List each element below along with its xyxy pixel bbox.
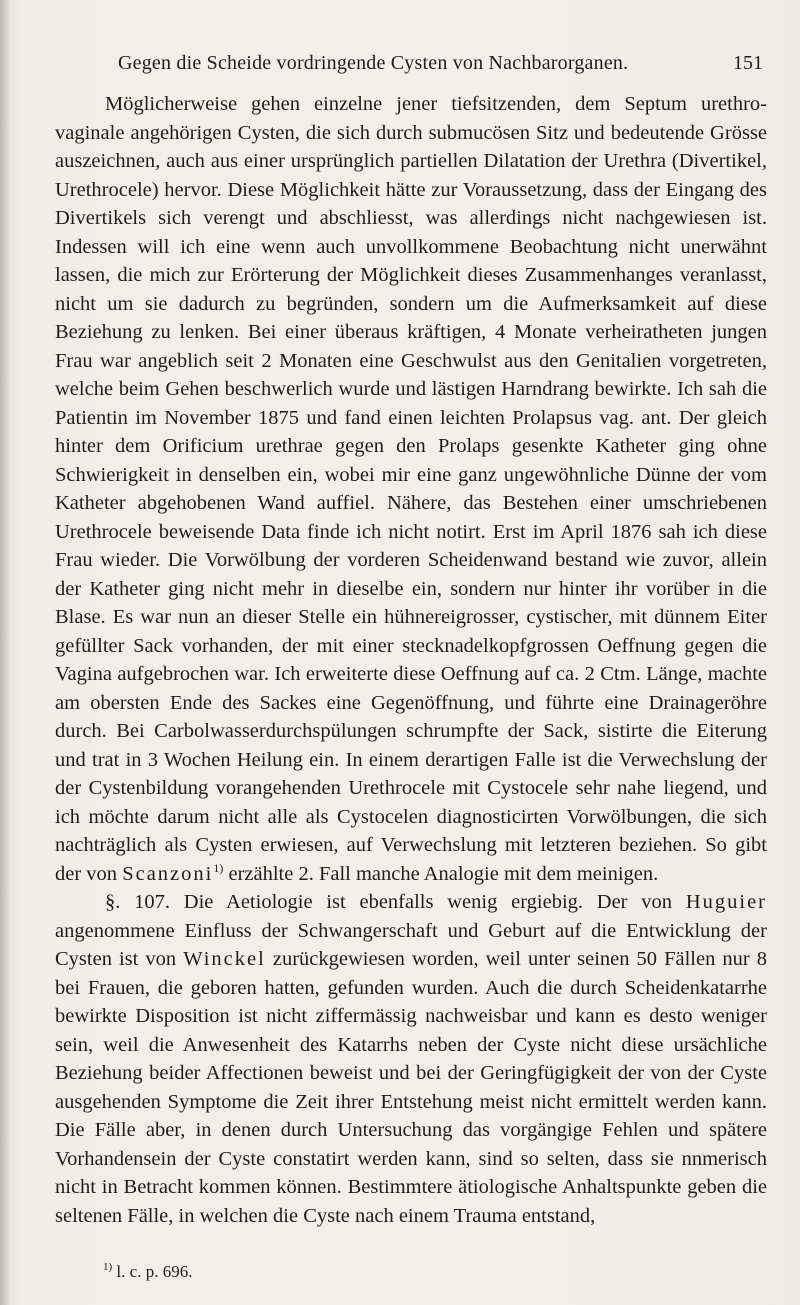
paragraph-1 — [55, 90, 767, 888]
paragraph-1-text-end: erzählte 2. Fall manche Analogie mit dem meinigen. — [223, 862, 659, 885]
footnote-reference: 1) — [213, 860, 224, 875]
running-head — [58, 52, 763, 78]
paragraph-2-text-middle: angenommene Einfluss der Schwangerschaft und Geburt auf die Entwicklung der Cysten ist von — [55, 919, 767, 970]
paragraph-2-text: §. 107. Die Aetiologie ist ebenfalls wenig ergiebig. Der von — [105, 891, 686, 913]
page-number: 151 — [733, 52, 763, 74]
footnote-text: l. c. p. 696. — [112, 1262, 193, 1281]
footnote — [103, 1262, 192, 1282]
author-name-huguier: Huguier — [685, 891, 767, 913]
running-head-title: Gegen die Scheide vordringende Cysten von Nachbarorganen. — [118, 52, 629, 74]
author-name-scanzoni: Scanzoni — [122, 862, 214, 885]
body-text — [55, 90, 767, 1230]
paragraph-2-text-end: zurückgewiesen worden, weil unter seinen 50 Fällen nur 8 bei Frauen, die geboren hatten, gefunden wurden. Auch die durch Scheidenkatarrhe bewirkte Disposition ist nicht ziffermässig nachweisbar und kann es desto weniger sein, weil die Anwesenheit des Katarrhs neben der Cyste nicht diese ursächliche Beziehung beider Affectionen beweist und bei der Geringfügigkeit der von der Cyste ausgehenden Symptome die Zeit ihrer Entstehung meist nicht ermittelt werden kann. Die Fälle aber, in denen durch Untersuchung das vorgängige Fehlen und spätere Vorhandensein der Cyste constatirt werden kann, sind so selten, dass sie nnmerisch nicht in Betracht kommen können. Bestimmtere ätiologische Anhaltspunkte geben die seltenen Fälle, in welchen die Cyste nach einem Trauma entstand, — [55, 948, 767, 1227]
footnote-marker: 1) — [103, 1261, 113, 1273]
paragraph-1-text: Möglicherweise gehen einzelne jener tiefsitzenden, dem Septum urethro-vaginale angehörigen Cysten, die sich durch submucösen Sitz und bedeutende Grösse auszeichnen, auch aus einer ursprünglich partiellen Dilatation der Urethra (Divertikel, Urethrocele) hervor. Diese Möglichkeit hätte zur Voraussetzung, dass der Eingang des Divertikels sich verengt und abschliesst, was allerdings nicht nachgewiesen ist. Indessen will ich eine wenn auch unvollkommene Beobachtung nicht unerwähnt lassen, die mich zur Erörterung der Möglichkeit dieses Zusammenhanges veranlasst, nicht um sie dadurch zu begründen, sondern um die Aufmerksamkeit auf diese Beziehung zu lenken. Bei einer überaus kräftigen, 4 Monate verheiratheten jungen Frau war angeblich seit 2 Monaten eine Geschwulst aus den Genitalien vorgetreten, welche beim Gehen beschwerlich wurde und lästigen Harndrang bewirkte. Ich sah die Patientin im November 1875 und fand einen leichten Prolapsus vag. ant. Der gleich hinter dem Orificium urethrae gegen den Prolaps gesenkte Katheter ging ohne Schwierigkeit in denselben ein, wobei mir eine ganz ungewöhnliche Dünne der vom Katheter abgehobenen Wand auffiel. Nähere, das Bestehen einer umschriebenen Urethrocele beweisende Data finde ich nicht notirt. Erst im April 1876 sah ich diese Frau wieder. Die Vorwölbung der vorderen Scheidenwand bestand wie zuvor, allein der Katheter ging nicht mehr in dieselbe ein, sondern nur hinter ihr vorüber in die Blase. Es war nun an dieser Stelle ein hühnereigrosser, cystischer, mit dünnem Eiter gefüllter Sack vorhanden, der mit einer stecknadelkopfgrossen Oeffnung gegen die Vagina aufgebrochen war. Ich erweiterte diese Oeffnung auf ca. 2 Ctm. Länge, machte am obersten Ende des Sackes eine Gegenöffnung, und führte eine Drainageröhre durch. Bei Carbolwasserdurchspülungen schrumpfte der Sack, sistirte die Eiterung und trat in 3 Wochen Heilung ein. In einem derartigen Falle ist die Verwechslung der der Cystenbildung vorangehenden Urethrocele mit Cystocele sehr nahe liegend, und ich möchte darum nicht alle als Cystocelen diagnosticirten Vorwölbungen, die sich nachträglich als Cysten erwiesen, auf Verwechslung mit letzteren beziehen. So gibt der von — [55, 93, 767, 885]
author-name-winckel: Winckel — [183, 948, 266, 970]
paragraph-2 — [55, 888, 767, 1230]
page-gutter-shadow — [0, 0, 10, 1305]
